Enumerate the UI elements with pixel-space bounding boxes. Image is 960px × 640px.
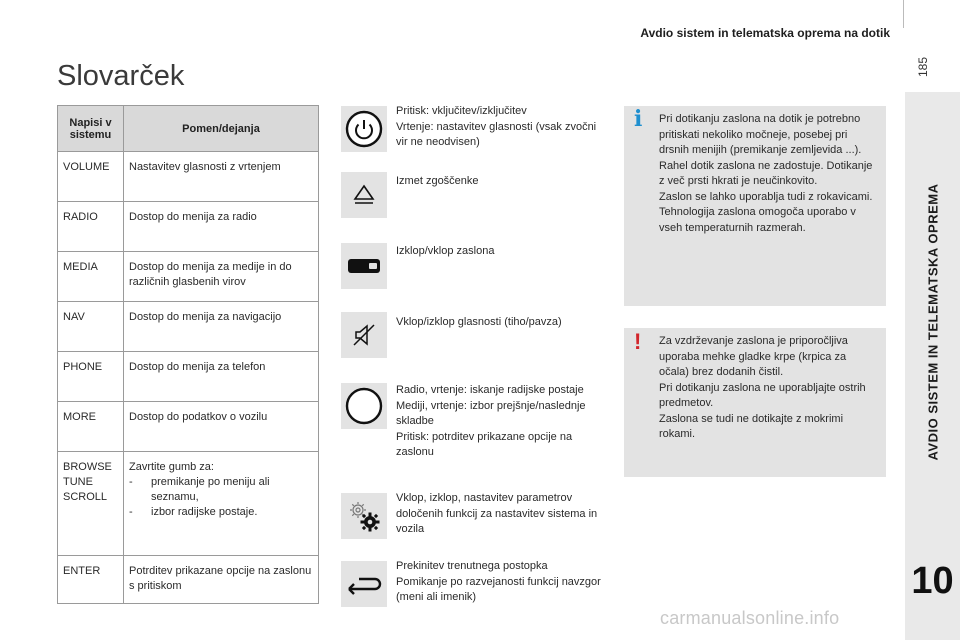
description-line: Vklop, izklop, nastavitev parametrov določenih funkcij za nastavitev sistema in vozila — [396, 492, 598, 535]
chapter-side-tab — [905, 92, 960, 640]
icon-description — [396, 174, 602, 190]
table-row — [58, 252, 319, 302]
table-header-row — [58, 106, 319, 152]
meaning-cell: Dostop do menija za telefon — [124, 352, 319, 402]
header-rule — [903, 0, 904, 28]
term-cell: ENTER — [58, 556, 124, 604]
description-line: Vklop/izklop glasnosti (tiho/pavza) — [396, 316, 562, 328]
chapter-title: AVDIO SISTEM IN TELEMATSKA OPREMA — [925, 183, 940, 461]
page-number: 185 — [916, 56, 931, 78]
column-header-term: Napisi v sistemu — [58, 106, 124, 152]
table-row — [58, 452, 319, 556]
term-cell: NAV — [58, 302, 124, 352]
term-cell: RADIO — [58, 202, 124, 252]
meaning-cell: Nastavitev glasnosti z vrtenjem — [124, 152, 319, 202]
meaning-text: Zavrtite gumb za: — [129, 461, 214, 473]
meaning-bullets — [129, 475, 313, 520]
term-cell: MEDIA — [58, 252, 124, 302]
back-arrow-icon — [341, 561, 387, 607]
term-cell: VOLUME — [58, 152, 124, 202]
table-row — [58, 402, 319, 452]
meaning-cell: Dostop do menija za radio — [124, 202, 319, 252]
settings-gears-icon — [341, 493, 387, 539]
table-row — [58, 556, 319, 604]
warning-icon: ! — [634, 329, 642, 354]
description-line: Izmet zgoščenke — [396, 175, 479, 187]
warning-note — [624, 328, 886, 477]
icon-description — [396, 104, 602, 151]
description-line: Mediji, vrtenje: izbor prejšnje/naslednje skladbe — [396, 399, 586, 427]
term-cell: BROWSE TUNE SCROLL — [58, 452, 124, 556]
meaning-cell: Dostop do menija za medije in do različnih glasbenih virov — [124, 252, 319, 302]
meaning-cell: Dostop do podatkov o vozilu — [124, 402, 319, 452]
icon-description — [396, 559, 602, 606]
description-line: Vrtenje: nastavitev glasnosti (vsak zvočni vir ne neodvisen) — [396, 120, 597, 148]
note-line: Pri dotikanju zaslona na dotik je potrebno pritiskati nekoliko močneje, posebej pri drsnih menijih (premikanje zemljevida ...). Rahel dotik zaslona ne zadostuje. Dotikanje z več prsti hkrati je neučinkovito. — [659, 113, 873, 187]
mute-icon — [341, 312, 387, 358]
meaning-cell: Potrditev prikazane opcije na zaslonu s pritiskom — [124, 556, 319, 604]
table-row — [58, 202, 319, 252]
page-title: Slovarček — [57, 60, 185, 92]
description-line: Pritisk: vključitev/izključitev — [396, 105, 527, 117]
icon-description — [396, 491, 602, 538]
footer-watermark: carmanualsonline.info — [660, 608, 840, 628]
screen-toggle-icon — [341, 243, 387, 289]
note-line: Za vzdrževanje zaslona je priporočljiva uporaba mehke gladke krpe (krpica za očala) brez dodanih čistil. — [659, 335, 848, 378]
chapter-number: 10 — [911, 560, 954, 602]
glossary-table — [57, 105, 319, 604]
note-line: Pri dotikanju zaslona ne uporabljajte ostrih predmetov. — [659, 381, 866, 409]
note-line: Zaslon se lahko uporablja tudi z rokavicami. Tehnologija zaslona omogoča uporabo v vseh temperaturnih razmerah. — [659, 190, 873, 234]
description-line: Pritisk: potrditev prikazane opcije na zaslonu — [396, 430, 573, 458]
icon-description — [396, 244, 602, 260]
eject-icon — [341, 172, 387, 218]
column-header-meaning: Pomen/dejanja — [124, 106, 319, 152]
bullet-item: - izbor radijske postaje. — [129, 505, 313, 520]
icon-description — [396, 315, 602, 331]
power-knob-icon — [341, 106, 387, 152]
description-line: Radio, vrtenje: iskanje radijske postaje — [396, 384, 584, 396]
description-line: Izklop/vklop zaslona — [396, 245, 495, 257]
rotary-knob-icon — [341, 383, 387, 429]
meaning-cell: Dostop do menija za navigacijo — [124, 302, 319, 352]
icon-description — [396, 383, 602, 461]
term-cell: MORE — [58, 402, 124, 452]
table-row — [58, 302, 319, 352]
info-note — [624, 106, 886, 306]
table-row — [58, 152, 319, 202]
table-row — [58, 352, 319, 402]
info-icon: i — [634, 106, 643, 132]
description-line: Pomikanje po razvejanosti funkcij navzgor (meni ali imenik) — [396, 575, 601, 603]
meaning-cell — [124, 452, 319, 556]
section-title: Avdio sistem in telematska oprema na dotik — [640, 26, 890, 40]
note-line: Zaslona se tudi ne dotikajte z mokrimi rokami. — [659, 412, 844, 440]
term-cell: PHONE — [58, 352, 124, 402]
bullet-item: - premikanje po meniju ali seznamu, — [129, 475, 313, 505]
description-line: Prekinitev trenutnega postopka — [396, 560, 548, 572]
